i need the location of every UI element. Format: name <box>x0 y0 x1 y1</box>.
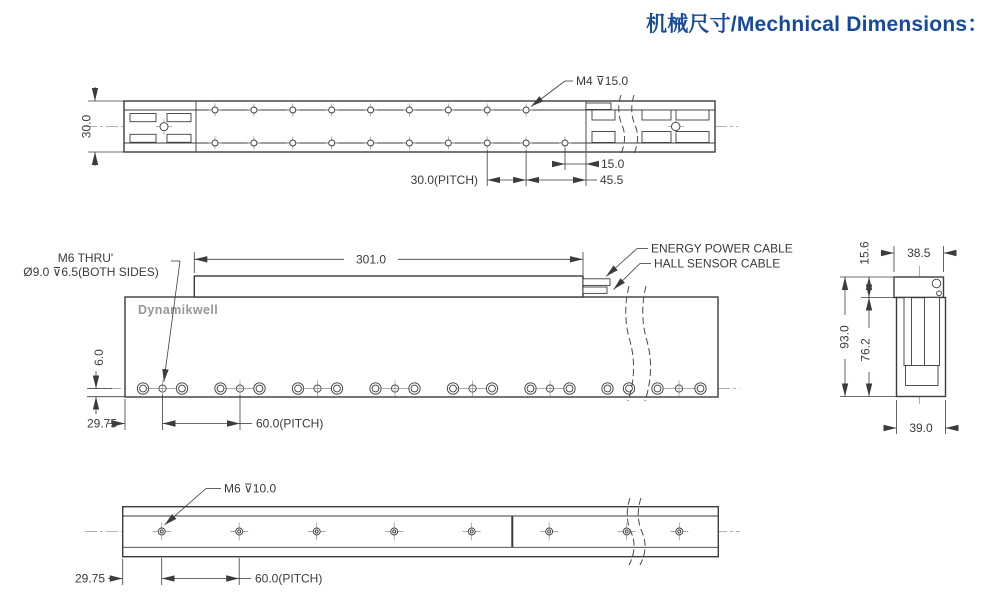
energy-cable-label: ENERGY POWER CABLE <box>651 241 793 256</box>
dim-bottom-offset-label: 29.75 <box>74 571 105 586</box>
dim-slider-length <box>194 252 583 275</box>
left-block-hole <box>160 123 168 131</box>
dim-base-width-label: 39.0 <box>909 421 933 435</box>
top-view <box>80 74 739 187</box>
slider-outline <box>194 276 583 297</box>
dim-hole-edge-distance <box>87 349 125 414</box>
page-title: 机械尺寸/Mechnical Dimensions： <box>646 13 989 36</box>
dim-top-height-label: 30.0 <box>79 114 94 139</box>
dim-bottom <box>75 558 322 586</box>
dim-front-pitch-label: 60.0(PITCH) <box>256 416 324 431</box>
callout-cables <box>606 242 793 290</box>
dim-total-height-label: 93.0 <box>837 325 852 349</box>
dim-top-right <box>411 148 625 187</box>
dim-front-pitch <box>87 395 323 431</box>
dim-bottom-pitch-label: 60.0(PITCH) <box>255 571 323 586</box>
hall-cable-connector <box>583 287 607 293</box>
bottom-view <box>75 482 740 586</box>
dim-hole-edge-label: 6.0 <box>92 349 106 366</box>
dim-top-height <box>80 87 128 166</box>
brand-logo: Dynamikwell <box>138 303 219 317</box>
callout-m6-line1: M6 THRU' <box>57 251 114 265</box>
callout-m4-label: M4 ⊽15.0 <box>576 74 629 88</box>
energy-cable-connector <box>583 279 610 286</box>
dim-top-pitch-label: 30.0(PITCH) <box>410 173 478 187</box>
dim-slider-height-label: 15.6 <box>857 241 872 265</box>
cable-exit-notch <box>586 103 611 110</box>
dim-body-height-label: 76.2 <box>858 338 873 362</box>
dim-hole-to-edge-label: 15.0 <box>601 157 625 171</box>
callout-m6-line2: Ø9.0 ⊽6.5(BOTH SIDES) <box>23 265 159 279</box>
dim-hole-to-end-label: 45.5 <box>600 173 624 187</box>
channel-slot-right <box>925 298 940 366</box>
callout-m6-bottom-label: M6 ⊽10.0 <box>224 481 277 496</box>
channel-pocket <box>906 366 939 386</box>
right-block-hole <box>672 122 680 130</box>
channel-slot-left <box>904 298 912 366</box>
hall-cable-section <box>937 291 942 296</box>
dim-slider-width-label: 38.5 <box>907 246 931 260</box>
energy-cable-section <box>932 279 941 288</box>
hall-cable-label: HALL SENSOR CABLE <box>654 256 781 271</box>
dim-slider-length-label: 301.0 <box>355 252 387 267</box>
dim-front-offset-label: 29.75 <box>86 416 117 431</box>
side-view <box>838 241 959 435</box>
front-view <box>23 242 793 431</box>
